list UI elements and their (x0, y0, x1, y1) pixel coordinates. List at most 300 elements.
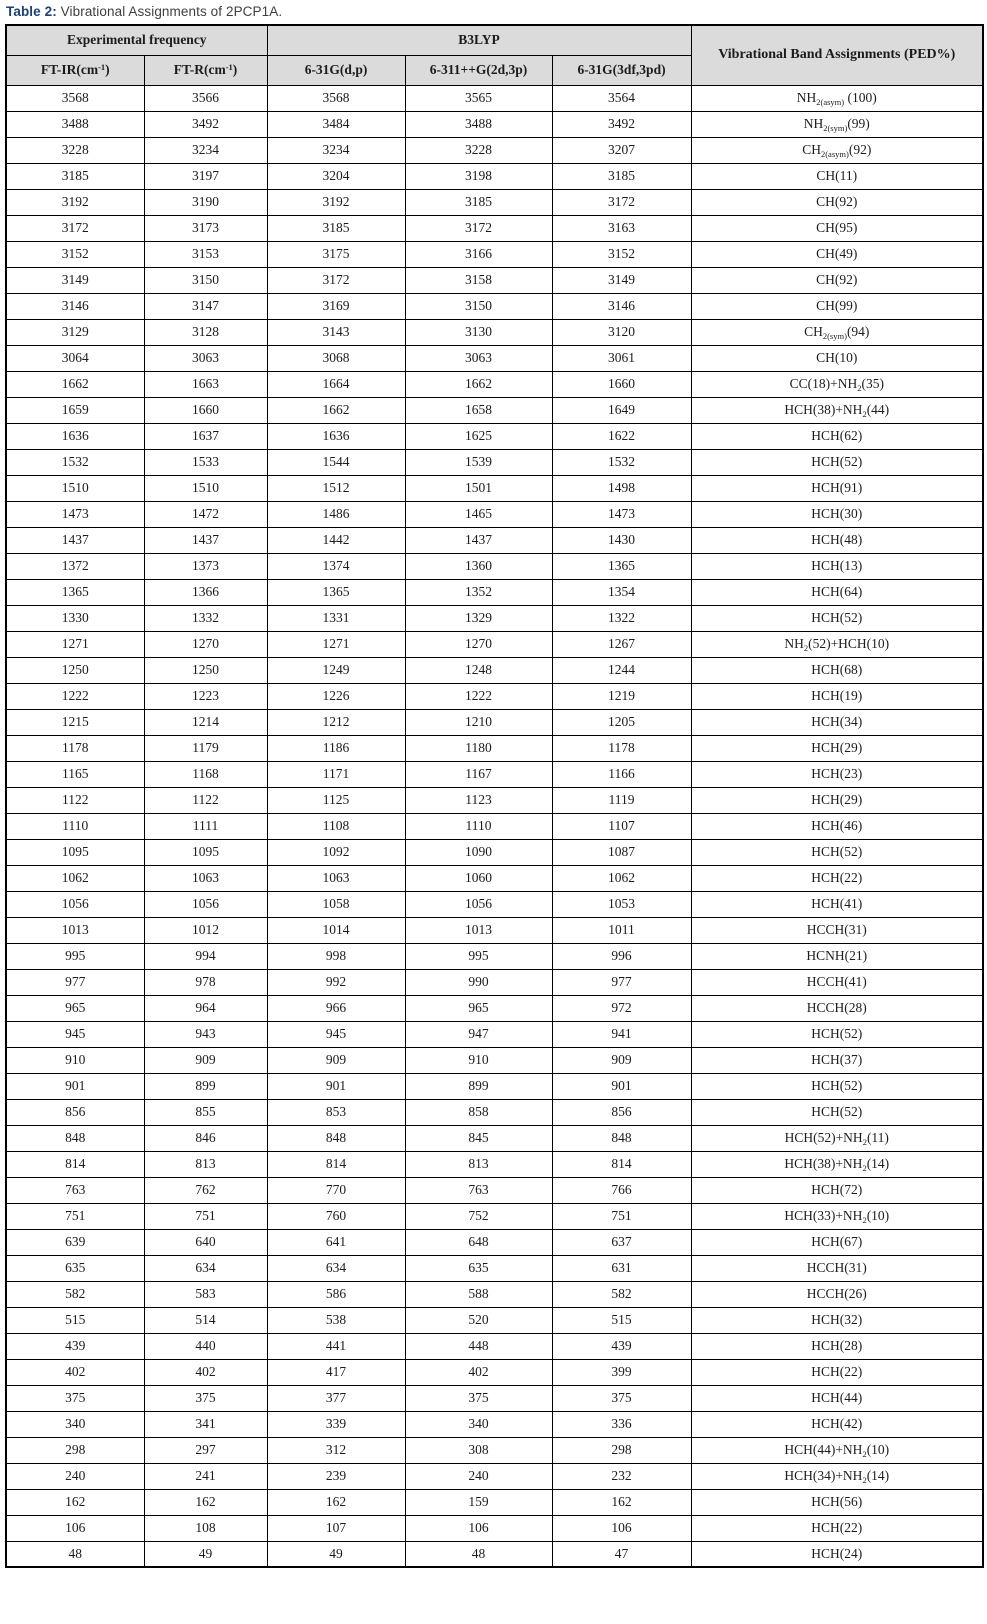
frequency-cell: 1270 (405, 631, 552, 657)
assignment-cell: HCH(64) (691, 579, 983, 605)
assignment-cell: CH(99) (691, 293, 983, 319)
frequency-cell: 377 (267, 1385, 405, 1411)
assignment-cell: HCH(30) (691, 501, 983, 527)
frequency-cell: 1437 (144, 527, 267, 553)
table-row (6, 891, 983, 917)
frequency-cell: 1662 (405, 371, 552, 397)
frequency-cell: 48 (405, 1541, 552, 1567)
table-body (6, 85, 983, 1567)
frequency-cell: 1110 (405, 813, 552, 839)
frequency-cell: 240 (6, 1463, 144, 1489)
frequency-cell: 1219 (552, 683, 691, 709)
frequency-cell: 1063 (267, 865, 405, 891)
frequency-cell: 312 (267, 1437, 405, 1463)
frequency-cell: 901 (6, 1073, 144, 1099)
frequency-cell: 845 (405, 1125, 552, 1151)
frequency-cell: 3488 (6, 111, 144, 137)
frequency-cell: 1095 (6, 839, 144, 865)
frequency-cell: 339 (267, 1411, 405, 1437)
frequency-cell: 1011 (552, 917, 691, 943)
frequency-cell: 1107 (552, 813, 691, 839)
frequency-cell: 108 (144, 1515, 267, 1541)
assignment-cell: $CC(18)+NH_2(35)$ (691, 371, 983, 397)
frequency-cell: 232 (552, 1463, 691, 1489)
assignment-cell: HCH(32) (691, 1307, 983, 1333)
table-row (6, 1463, 983, 1489)
frequency-cell: 3197 (144, 163, 267, 189)
frequency-cell: 582 (552, 1281, 691, 1307)
frequency-cell: 1366 (144, 579, 267, 605)
table-row (6, 267, 983, 293)
assignment-cell: HCH(46) (691, 813, 983, 839)
table-row (6, 657, 983, 683)
frequency-cell: 766 (552, 1177, 691, 1203)
assignment-cell: $CH_{2(asym)}(92)$ (691, 137, 983, 163)
frequency-cell: 1271 (267, 631, 405, 657)
assignment-cell: $NH_{2(asym)}$ (100) (691, 85, 983, 111)
frequency-cell: 966 (267, 995, 405, 1021)
group-header-row (6, 25, 983, 55)
assignment-cell: $HCH(44)+NH_2(10)$ (691, 1437, 983, 1463)
table-row (6, 1411, 983, 1437)
frequency-cell: 1270 (144, 631, 267, 657)
frequency-cell: 972 (552, 995, 691, 1021)
frequency-cell: 1012 (144, 917, 267, 943)
frequency-cell: 448 (405, 1333, 552, 1359)
frequency-cell: 1658 (405, 397, 552, 423)
assignment-cell: HCH(28) (691, 1333, 983, 1359)
frequency-cell: 855 (144, 1099, 267, 1125)
table-row (6, 1099, 983, 1125)
frequency-cell: 813 (144, 1151, 267, 1177)
frequency-cell: 1625 (405, 423, 552, 449)
table-row (6, 683, 983, 709)
frequency-cell: 1111 (144, 813, 267, 839)
table-row (6, 319, 983, 345)
frequency-cell: 1354 (552, 579, 691, 605)
frequency-cell: 341 (144, 1411, 267, 1437)
frequency-cell: 1322 (552, 605, 691, 631)
assignment-cell: $NH_2(52)+HCH(10)$ (691, 631, 983, 657)
frequency-cell: 998 (267, 943, 405, 969)
table-row (6, 631, 983, 657)
assignment-cell: CH(92) (691, 267, 983, 293)
frequency-cell: 1663 (144, 371, 267, 397)
frequency-cell: 3568 (267, 85, 405, 111)
frequency-cell: 1087 (552, 839, 691, 865)
frequency-cell: 3175 (267, 241, 405, 267)
assignment-cell: HCH(19) (691, 683, 983, 709)
assignment-cell: HCH(52) (691, 1021, 983, 1047)
frequency-cell: 1248 (405, 657, 552, 683)
table-row (6, 475, 983, 501)
frequency-cell: 48 (6, 1541, 144, 1567)
frequency-cell: 1165 (6, 761, 144, 787)
frequency-cell: 977 (552, 969, 691, 995)
assignment-cell: HCH(52) (691, 449, 983, 475)
table-row (6, 111, 983, 137)
frequency-cell: 1122 (6, 787, 144, 813)
frequency-cell: 402 (405, 1359, 552, 1385)
frequency-cell: 856 (552, 1099, 691, 1125)
frequency-cell: 340 (405, 1411, 552, 1437)
frequency-cell: 1123 (405, 787, 552, 813)
frequency-cell: 1486 (267, 501, 405, 527)
frequency-cell: 1119 (552, 787, 691, 813)
assignment-cell: $HCH(33)+NH_2(10)$ (691, 1203, 983, 1229)
table-row (6, 1021, 983, 1047)
frequency-cell: 3061 (552, 345, 691, 371)
frequency-cell: 402 (6, 1359, 144, 1385)
frequency-cell: 514 (144, 1307, 267, 1333)
frequency-cell: 631 (552, 1255, 691, 1281)
frequency-cell: 1365 (6, 579, 144, 605)
assignment-cell: HCH(13) (691, 553, 983, 579)
frequency-cell: 760 (267, 1203, 405, 1229)
assignment-cell: HCH(24) (691, 1541, 983, 1567)
frequency-cell: 1473 (552, 501, 691, 527)
assignment-cell: $HCH(38)+NH_2(44)$ (691, 397, 983, 423)
frequency-cell: 763 (6, 1177, 144, 1203)
frequency-cell: 770 (267, 1177, 405, 1203)
frequency-cell: 240 (405, 1463, 552, 1489)
frequency-cell: 1331 (267, 605, 405, 631)
frequency-cell: 3234 (267, 137, 405, 163)
frequency-cell: 1212 (267, 709, 405, 735)
frequency-cell: 1498 (552, 475, 691, 501)
frequency-cell: 858 (405, 1099, 552, 1125)
frequency-cell: 1659 (6, 397, 144, 423)
frequency-cell: 1437 (405, 527, 552, 553)
table-row (6, 969, 983, 995)
frequency-cell: 3149 (6, 267, 144, 293)
table-row (6, 761, 983, 787)
frequency-cell: 3146 (6, 293, 144, 319)
frequency-cell: 635 (6, 1255, 144, 1281)
frequency-cell: 856 (6, 1099, 144, 1125)
frequency-cell: 538 (267, 1307, 405, 1333)
frequency-cell: 641 (267, 1229, 405, 1255)
frequency-cell: 582 (6, 1281, 144, 1307)
frequency-cell: 995 (6, 943, 144, 969)
assignment-cell: HCNH(21) (691, 943, 983, 969)
frequency-cell: 1056 (405, 891, 552, 917)
frequency-cell: 751 (144, 1203, 267, 1229)
frequency-cell: 1539 (405, 449, 552, 475)
frequency-cell: 298 (6, 1437, 144, 1463)
frequency-cell: 1222 (6, 683, 144, 709)
table-row (6, 1541, 983, 1567)
frequency-cell: 943 (144, 1021, 267, 1047)
frequency-cell: 49 (267, 1541, 405, 1567)
frequency-cell: 3068 (267, 345, 405, 371)
frequency-cell: 1501 (405, 475, 552, 501)
assignment-cell: HCH(22) (691, 1515, 983, 1541)
assignment-cell: CH(10) (691, 345, 983, 371)
table-row (6, 813, 983, 839)
frequency-cell: 977 (6, 969, 144, 995)
assignment-cell: HCH(72) (691, 1177, 983, 1203)
frequency-cell: 3152 (6, 241, 144, 267)
assignment-cell: $HCH(38)+NH_2(14)$ (691, 1151, 983, 1177)
frequency-cell: 1544 (267, 449, 405, 475)
frequency-cell: 3152 (552, 241, 691, 267)
frequency-cell: 1062 (552, 865, 691, 891)
frequency-cell: 1053 (552, 891, 691, 917)
assignment-cell: HCH(37) (691, 1047, 983, 1073)
frequency-cell: 588 (405, 1281, 552, 1307)
frequency-cell: 3128 (144, 319, 267, 345)
frequency-cell: 3063 (144, 345, 267, 371)
assignment-cell: HCH(68) (691, 657, 983, 683)
frequency-cell: 1108 (267, 813, 405, 839)
frequency-cell: 1179 (144, 735, 267, 761)
group-header-b3lyp: B3LYP (267, 25, 691, 55)
frequency-cell: 1510 (6, 475, 144, 501)
frequency-cell: 241 (144, 1463, 267, 1489)
frequency-cell: 1180 (405, 735, 552, 761)
frequency-cell: 3192 (267, 189, 405, 215)
frequency-cell: 1465 (405, 501, 552, 527)
assignment-cell: HCH(42) (691, 1411, 983, 1437)
frequency-cell: 1090 (405, 839, 552, 865)
table-row (6, 1177, 983, 1203)
frequency-cell: 106 (552, 1515, 691, 1541)
frequency-cell: 402 (144, 1359, 267, 1385)
frequency-cell: 375 (405, 1385, 552, 1411)
frequency-cell: 1662 (6, 371, 144, 397)
frequency-cell: 3146 (552, 293, 691, 319)
column-header: 6-311++G(2d,3p) (405, 55, 552, 85)
table-row (6, 1151, 983, 1177)
frequency-cell: 814 (267, 1151, 405, 1177)
frequency-cell: 3207 (552, 137, 691, 163)
frequency-cell: 814 (552, 1151, 691, 1177)
frequency-cell: 941 (552, 1021, 691, 1047)
table-row (6, 553, 983, 579)
frequency-cell: 3064 (6, 345, 144, 371)
table-row (6, 865, 983, 891)
frequency-cell: 965 (6, 995, 144, 1021)
table-row (6, 371, 983, 397)
frequency-cell: 1533 (144, 449, 267, 475)
frequency-cell: 3169 (267, 293, 405, 319)
assignment-cell: CH(11) (691, 163, 983, 189)
frequency-cell: 1062 (6, 865, 144, 891)
frequency-cell: 3565 (405, 85, 552, 111)
table-row (6, 293, 983, 319)
table-row (6, 839, 983, 865)
frequency-cell: 47 (552, 1541, 691, 1567)
frequency-cell: 848 (6, 1125, 144, 1151)
table-header (6, 25, 983, 85)
frequency-cell: 297 (144, 1437, 267, 1463)
assignment-cell: HCH(91) (691, 475, 983, 501)
frequency-cell: 1352 (405, 579, 552, 605)
frequency-cell: 439 (6, 1333, 144, 1359)
frequency-cell: 909 (144, 1047, 267, 1073)
column-header: 6-31G(d,p) (267, 55, 405, 85)
frequency-cell: 1226 (267, 683, 405, 709)
frequency-cell: 3185 (552, 163, 691, 189)
frequency-cell: 3147 (144, 293, 267, 319)
frequency-cell: 1662 (267, 397, 405, 423)
frequency-cell: 3185 (405, 189, 552, 215)
frequency-cell: 3172 (267, 267, 405, 293)
assignment-cell: HCH(34) (691, 709, 983, 735)
frequency-cell: 1171 (267, 761, 405, 787)
assignment-cell: HCCH(31) (691, 1255, 983, 1281)
frequency-cell: 945 (267, 1021, 405, 1047)
frequency-cell: 634 (144, 1255, 267, 1281)
frequency-cell: 1649 (552, 397, 691, 423)
frequency-cell: 3158 (405, 267, 552, 293)
frequency-cell: 3129 (6, 319, 144, 345)
frequency-cell: 1095 (144, 839, 267, 865)
frequency-cell: 1210 (405, 709, 552, 735)
frequency-cell: 520 (405, 1307, 552, 1333)
frequency-cell: 3204 (267, 163, 405, 189)
frequency-cell: 3484 (267, 111, 405, 137)
frequency-cell: 1166 (552, 761, 691, 787)
assignment-cell: $CH_{2(sym)}(94)$ (691, 319, 983, 345)
frequency-cell: 1636 (6, 423, 144, 449)
frequency-cell: 899 (144, 1073, 267, 1099)
assignment-cell: $HCH(34)+NH_2(14)$ (691, 1463, 983, 1489)
frequency-cell: 1063 (144, 865, 267, 891)
table-row (6, 1515, 983, 1541)
frequency-cell: 3172 (552, 189, 691, 215)
frequency-cell: 995 (405, 943, 552, 969)
table-row (6, 943, 983, 969)
frequency-cell: 1178 (6, 735, 144, 761)
frequency-cell: 586 (267, 1281, 405, 1307)
frequency-cell: 814 (6, 1151, 144, 1177)
frequency-cell: 752 (405, 1203, 552, 1229)
table-row (6, 605, 983, 631)
frequency-cell: 1056 (6, 891, 144, 917)
frequency-cell: 3172 (6, 215, 144, 241)
frequency-cell: 1092 (267, 839, 405, 865)
frequency-cell: 399 (552, 1359, 691, 1385)
frequency-cell: 3153 (144, 241, 267, 267)
assignment-cell: CH(49) (691, 241, 983, 267)
frequency-cell: 1329 (405, 605, 552, 631)
frequency-cell: 3120 (552, 319, 691, 345)
frequency-cell: 3173 (144, 215, 267, 241)
frequency-cell: 1365 (552, 553, 691, 579)
frequency-cell: 3063 (405, 345, 552, 371)
frequency-cell: 1532 (6, 449, 144, 475)
frequency-cell: 1330 (6, 605, 144, 631)
frequency-cell: 1013 (6, 917, 144, 943)
frequency-cell: 239 (267, 1463, 405, 1489)
assignment-cell: $HCH(52)+NH_2(11)$ (691, 1125, 983, 1151)
frequency-cell: 3492 (144, 111, 267, 137)
frequency-cell: 3234 (144, 137, 267, 163)
frequency-cell: 853 (267, 1099, 405, 1125)
frequency-cell: 3185 (6, 163, 144, 189)
frequency-cell: 3228 (6, 137, 144, 163)
frequency-cell: 1013 (405, 917, 552, 943)
frequency-cell: 1430 (552, 527, 691, 553)
frequency-cell: 992 (267, 969, 405, 995)
table-row (6, 1489, 983, 1515)
frequency-cell: 1223 (144, 683, 267, 709)
frequency-cell: 848 (267, 1125, 405, 1151)
assignment-cell: HCH(56) (691, 1489, 983, 1515)
table-row (6, 215, 983, 241)
assignment-cell: HCCH(41) (691, 969, 983, 995)
assignment-cell: HCH(52) (691, 605, 983, 631)
table-row (6, 241, 983, 267)
frequency-cell: 1249 (267, 657, 405, 683)
frequency-cell: 3130 (405, 319, 552, 345)
table-row (6, 1385, 983, 1411)
table-row (6, 1203, 983, 1229)
table-caption (6, 4, 982, 19)
frequency-cell: 3190 (144, 189, 267, 215)
frequency-cell: 762 (144, 1177, 267, 1203)
assignment-cell: HCH(22) (691, 1359, 983, 1385)
frequency-cell: 375 (6, 1385, 144, 1411)
assignment-cell: HCH(52) (691, 1073, 983, 1099)
frequency-cell: 1222 (405, 683, 552, 709)
frequency-cell: 1110 (6, 813, 144, 839)
frequency-cell: 996 (552, 943, 691, 969)
frequency-cell: 106 (6, 1515, 144, 1541)
frequency-cell: 1636 (267, 423, 405, 449)
frequency-cell: 3150 (144, 267, 267, 293)
column-header: 6-31G(3df,3pd) (552, 55, 691, 85)
assignment-cell: CH(95) (691, 215, 983, 241)
frequency-cell: 1014 (267, 917, 405, 943)
frequency-cell: 947 (405, 1021, 552, 1047)
assignment-cell: HCH(67) (691, 1229, 983, 1255)
table-row (6, 85, 983, 111)
frequency-cell: 910 (405, 1047, 552, 1073)
frequency-cell: 3568 (6, 85, 144, 111)
frequency-cell: 1215 (6, 709, 144, 735)
table-row (6, 787, 983, 813)
table-row (6, 1073, 983, 1099)
frequency-cell: 1186 (267, 735, 405, 761)
frequency-cell: 1250 (144, 657, 267, 683)
frequency-cell: 1374 (267, 553, 405, 579)
frequency-cell: 901 (552, 1073, 691, 1099)
group-header-experimental-frequency: Experimental frequency (6, 25, 267, 55)
assignment-cell: HCH(48) (691, 527, 983, 553)
frequency-cell: 1056 (144, 891, 267, 917)
frequency-cell: 3149 (552, 267, 691, 293)
table-row (6, 527, 983, 553)
frequency-cell: 848 (552, 1125, 691, 1151)
frequency-cell: 162 (144, 1489, 267, 1515)
frequency-cell: 1373 (144, 553, 267, 579)
frequency-cell: 583 (144, 1281, 267, 1307)
table-row (6, 423, 983, 449)
frequency-cell: 1442 (267, 527, 405, 553)
assignment-cell: HCCH(31) (691, 917, 983, 943)
frequency-cell: 994 (144, 943, 267, 969)
frequency-cell: 162 (552, 1489, 691, 1515)
assignment-cell: HCCH(26) (691, 1281, 983, 1307)
assignment-cell: HCH(52) (691, 1099, 983, 1125)
assignment-cell: HCH(62) (691, 423, 983, 449)
frequency-cell: 1267 (552, 631, 691, 657)
frequency-cell: 340 (6, 1411, 144, 1437)
table-row (6, 1125, 983, 1151)
